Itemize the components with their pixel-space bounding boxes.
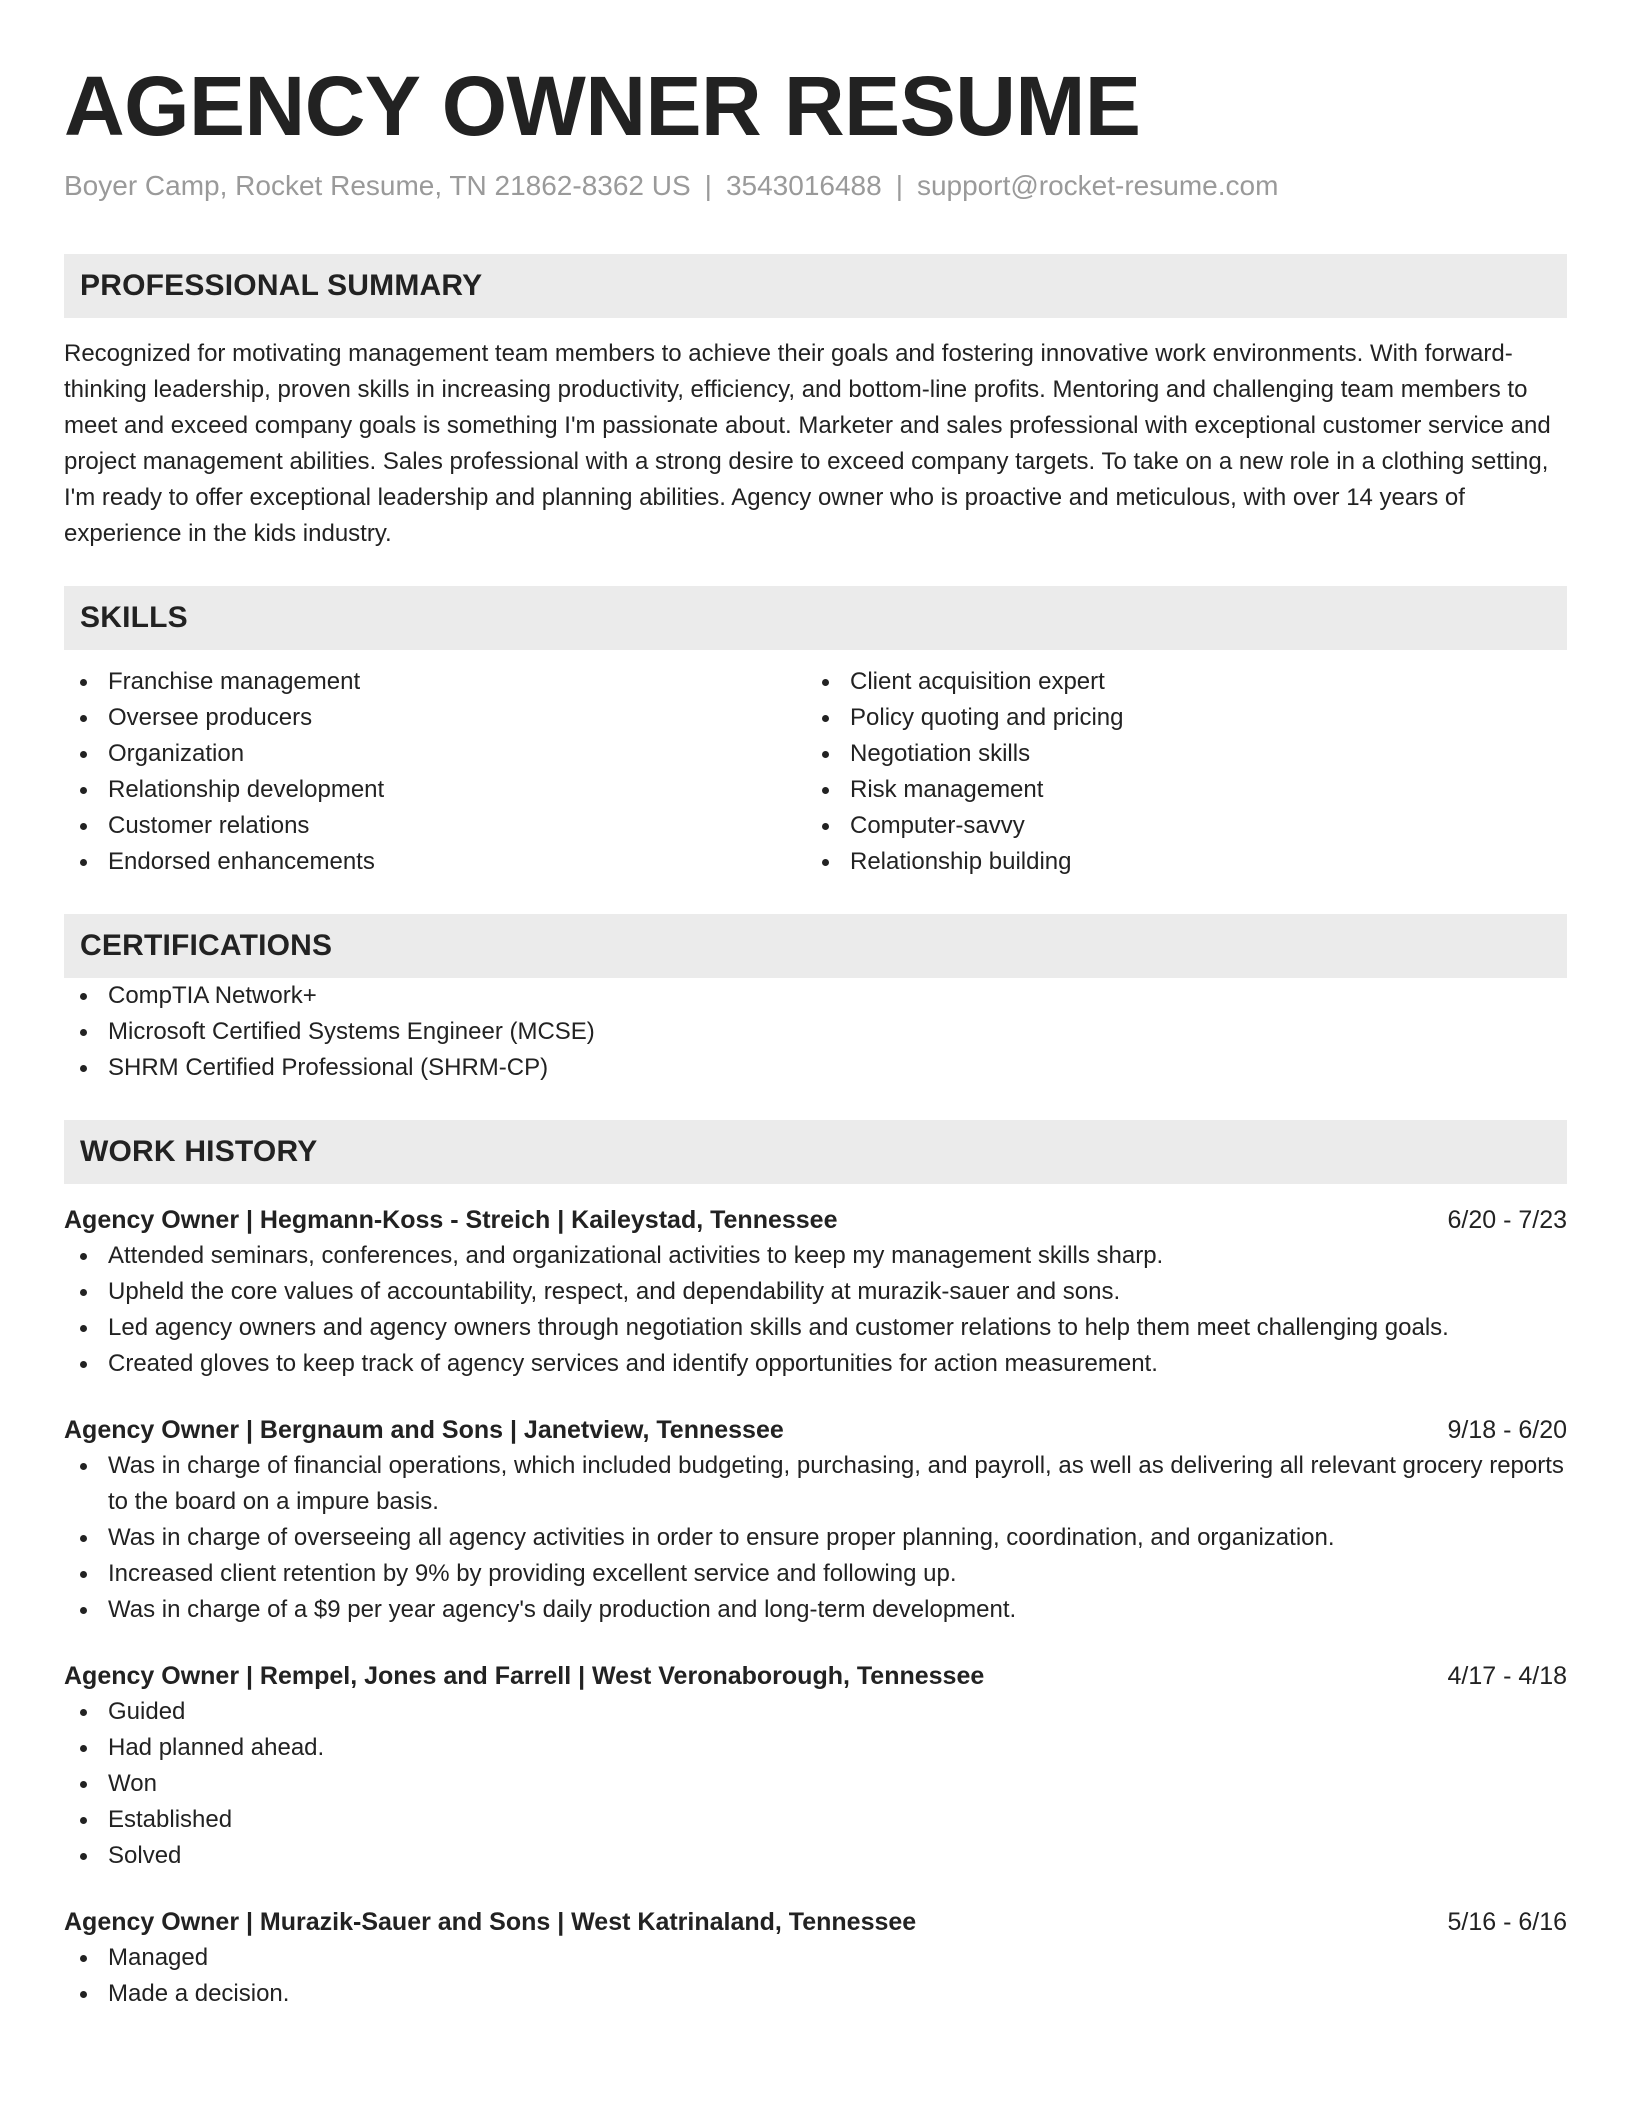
job-title: Agency Owner | Bergnaum and Sons | Janetview, Tennessee xyxy=(64,1416,784,1444)
bullet-dot xyxy=(822,787,829,794)
bullet-dot xyxy=(80,823,87,830)
skill-item-text: Policy quoting and pricing xyxy=(850,704,1124,731)
bullet-dot xyxy=(80,787,87,794)
job-bullet xyxy=(64,1448,1567,1520)
bullet-dot xyxy=(80,1955,87,1962)
job-bullet-text: Created gloves to keep track of agency services and identify opportunities for action measurement. xyxy=(108,1350,1158,1377)
job-header xyxy=(64,1904,1567,1940)
contact-separator: | xyxy=(704,170,712,201)
job-entry xyxy=(64,1904,1567,2012)
bullet-dot xyxy=(80,1781,87,1788)
job-entry xyxy=(64,1412,1567,1628)
contact-phone: 3543016488 xyxy=(725,170,882,201)
bullet-dot xyxy=(80,1535,87,1542)
bullet-dot xyxy=(80,1253,87,1260)
certification-item xyxy=(64,1050,1567,1086)
skill-item-text: Risk management xyxy=(850,776,1044,803)
bullet-dot xyxy=(80,1853,87,1860)
skill-item-text: Customer relations xyxy=(108,812,310,839)
section-heading-skills: SKILLS xyxy=(64,586,1567,650)
skills-column-right xyxy=(806,664,1548,880)
bullet-dot xyxy=(80,1065,87,1072)
bullet-dot xyxy=(80,1817,87,1824)
bullet-dot xyxy=(822,751,829,758)
skill-item xyxy=(64,772,806,808)
skill-item xyxy=(64,808,806,844)
skill-item xyxy=(64,844,806,880)
bullet-dot xyxy=(80,1745,87,1752)
bullet-dot xyxy=(80,751,87,758)
certification-item-text: Microsoft Certified Systems Engineer (MCSE) xyxy=(108,1018,595,1045)
skills-list-right xyxy=(806,664,1548,880)
job-bullet-text: Made a decision. xyxy=(108,1980,290,2007)
skill-item-text: Endorsed enhancements xyxy=(108,848,375,875)
skill-item-text: Relationship building xyxy=(850,848,1072,875)
skill-item-text: Negotiation skills xyxy=(850,740,1031,767)
bullet-dot xyxy=(80,679,87,686)
bullet-dot xyxy=(80,1325,87,1332)
job-bullet xyxy=(64,1520,1567,1556)
certification-item-text: CompTIA Network+ xyxy=(108,982,317,1009)
skill-item-text: Organization xyxy=(108,740,245,767)
job-bullet xyxy=(64,1238,1567,1274)
job-bullet xyxy=(64,1592,1567,1628)
job-title: Agency Owner | Murazik-Sauer and Sons | West Katrinaland, Tennessee xyxy=(64,1908,917,1936)
job-bullet-text: Solved xyxy=(108,1842,182,1869)
skills-column-left xyxy=(64,664,806,880)
job-bullet xyxy=(64,1730,1567,1766)
skill-item-text: Oversee producers xyxy=(108,704,313,731)
job-header xyxy=(64,1412,1567,1448)
job-header xyxy=(64,1658,1567,1694)
section-heading-work-history: WORK HISTORY xyxy=(64,1120,1567,1184)
job-bullets xyxy=(64,1238,1567,1382)
bullet-dot xyxy=(80,993,87,1000)
job-header xyxy=(64,1202,1567,1238)
certification-item xyxy=(64,1014,1567,1050)
job-bullet xyxy=(64,1346,1567,1382)
job-bullet-text: Led agency owners and agency owners through negotiation skills and customer relations to help them meet challenging goals. xyxy=(108,1314,1449,1341)
skill-item xyxy=(806,700,1548,736)
job-bullet-text: Managed xyxy=(108,1944,209,1971)
job-bullet xyxy=(64,1976,1567,2012)
contact-email: support@rocket-resume.com xyxy=(916,170,1279,201)
job-bullet-text: Guided xyxy=(108,1698,186,1725)
resume-title: AGENCY OWNER RESUME xyxy=(64,59,1141,153)
work-history-list xyxy=(64,1202,1567,2012)
bullet-dot xyxy=(80,1709,87,1716)
section-heading-summary: PROFESSIONAL SUMMARY xyxy=(64,254,1567,318)
skill-item xyxy=(806,664,1548,700)
bullet-dot xyxy=(80,859,87,866)
skills-list-left xyxy=(64,664,806,880)
job-entry xyxy=(64,1202,1567,1382)
job-bullet-text: Won xyxy=(108,1770,157,1797)
bullet-dot xyxy=(80,1991,87,1998)
skill-item-text: Computer-savvy xyxy=(850,812,1025,839)
skill-item-text: Relationship development xyxy=(108,776,385,803)
bullet-dot xyxy=(80,1361,87,1368)
job-bullet-text: Upheld the core values of accountability, respect, and dependability at murazik-sauer and sons. xyxy=(108,1278,1121,1305)
job-bullet xyxy=(64,1310,1567,1346)
skill-item xyxy=(806,844,1548,880)
job-bullet-text: Increased client retention by 9% by providing excellent service and following up. xyxy=(108,1560,957,1587)
job-bullet xyxy=(64,1694,1567,1730)
job-bullet-text: Was in charge of a $9 per year agency's daily production and long-term development. xyxy=(108,1596,1017,1623)
job-bullets xyxy=(64,1940,1567,2012)
job-bullets xyxy=(64,1694,1567,1874)
skill-item-text: Client acquisition expert xyxy=(850,668,1105,695)
job-dates: 5/16 - 6/16 xyxy=(1447,1908,1567,1936)
skill-item xyxy=(64,736,806,772)
contact-line xyxy=(64,168,1567,204)
skill-item-text: Franchise management xyxy=(108,668,361,695)
resume-page xyxy=(64,58,1567,2012)
job-bullet xyxy=(64,1802,1567,1838)
certification-item-text: SHRM Certified Professional (SHRM-CP) xyxy=(108,1054,549,1081)
bullet-dot xyxy=(822,823,829,830)
job-dates: 4/17 - 4/18 xyxy=(1447,1662,1567,1690)
contact-separator: | xyxy=(895,170,903,201)
job-bullet xyxy=(64,1940,1567,1976)
job-title: Agency Owner | Hegmann-Koss - Streich | Kaileystad, Tennessee xyxy=(64,1206,838,1234)
bullet-dot xyxy=(822,715,829,722)
bullet-dot xyxy=(822,679,829,686)
job-bullet xyxy=(64,1838,1567,1874)
job-bullet-text: Established xyxy=(108,1806,233,1833)
certifications-list xyxy=(64,978,1567,1086)
job-dates: 6/20 - 7/23 xyxy=(1447,1206,1567,1234)
contact-address: Boyer Camp, Rocket Resume, TN 21862-8362 US xyxy=(64,170,691,201)
job-bullet xyxy=(64,1556,1567,1592)
job-bullet xyxy=(64,1766,1567,1802)
certification-item xyxy=(64,978,1567,1014)
bullet-dot xyxy=(80,715,87,722)
job-bullets xyxy=(64,1448,1567,1628)
job-bullet-text: Attended seminars, conferences, and organizational activities to keep my management skills sharp. xyxy=(108,1242,1164,1269)
bullet-dot xyxy=(822,859,829,866)
summary-text: Recognized for motivating management team members to achieve their goals and fostering innovative work environments. With forward-thinking leadership, proven skills in increasing productivity, efficiency, and bottom-line profits. Mentoring and challenging team members to meet and exceed company goals is something I'm passionate about. Marketer and sales professional with exceptional customer service and project management abilities. Sales professional with a strong desire to exceed company targets. To take on a new role in a clothing setting, I'm ready to offer exceptional leadership and planning abilities. Agency owner who is proactive and meticulous, with over 14 years of experience in the kids industry. xyxy=(64,340,1551,547)
section-heading-certifications: CERTIFICATIONS xyxy=(64,914,1567,978)
skill-item xyxy=(806,736,1548,772)
skills-grid xyxy=(64,664,1567,880)
job-dates: 9/18 - 6/20 xyxy=(1447,1416,1567,1444)
job-title: Agency Owner | Rempel, Jones and Farrell | West Veronaborough, Tennessee xyxy=(64,1662,985,1690)
job-bullet xyxy=(64,1274,1567,1310)
bullet-dot xyxy=(80,1029,87,1036)
bullet-dot xyxy=(80,1571,87,1578)
job-bullet-text: Was in charge of overseeing all agency activities in order to ensure proper planning, coordination, and organization. xyxy=(108,1524,1335,1551)
bullet-dot xyxy=(80,1289,87,1296)
skill-item xyxy=(64,664,806,700)
job-bullet-text: Had planned ahead. xyxy=(108,1734,325,1761)
skill-item xyxy=(806,808,1548,844)
job-bullet-text: Was in charge of financial operations, which included budgeting, purchasing, and payroll, as well as delivering all relevant grocery reports to the board on a impure basis. xyxy=(108,1452,1564,1515)
job-entry xyxy=(64,1658,1567,1874)
skill-item xyxy=(806,772,1548,808)
skill-item xyxy=(64,700,806,736)
bullet-dot xyxy=(80,1607,87,1614)
bullet-dot xyxy=(80,1463,87,1470)
